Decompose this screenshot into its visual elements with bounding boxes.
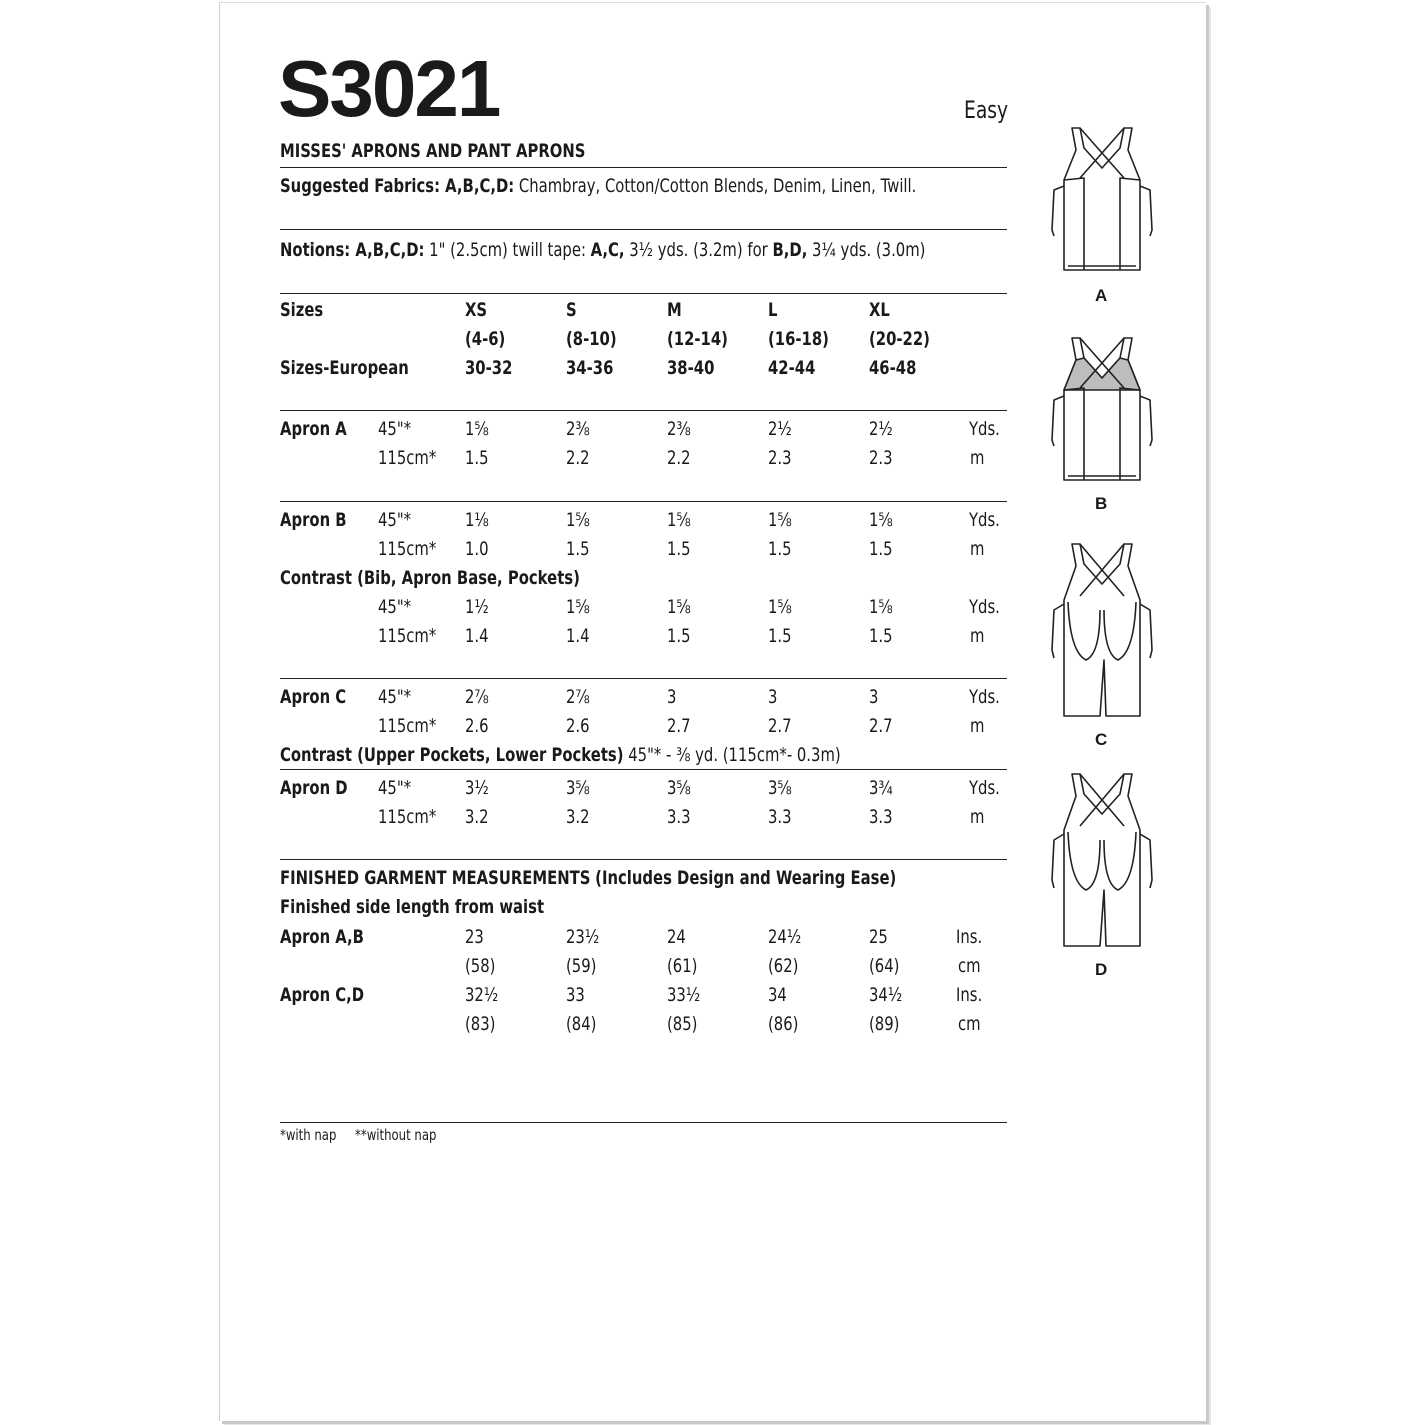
divider (280, 1122, 1007, 1123)
fabrics-label: Suggested Fabrics: A,B,C,D: (280, 175, 515, 197)
yardage-cell: 2½ (768, 418, 792, 440)
finished-cm: (59) (566, 955, 597, 977)
yardage-unit: m (970, 447, 985, 469)
yardage-cell: 2.2 (667, 447, 691, 469)
yardage-unit: Yds. (969, 596, 1000, 618)
fabric-width: 115cm* (378, 625, 437, 647)
divider (280, 229, 1007, 230)
yardage-unit: Yds. (969, 418, 1000, 440)
notions-bd: B,D, (772, 239, 808, 261)
view-a-drawing (1052, 128, 1152, 270)
yardage-unit: Yds. (969, 777, 1000, 799)
yardage-cell: 2½ (869, 418, 893, 440)
yardage-cell: 2⅞ (566, 686, 590, 708)
yardage-cell: 2.7 (869, 715, 893, 737)
size-code: XS (465, 299, 488, 321)
yardage-cell: 1.5 (465, 447, 489, 469)
finished-subheading: Finished side length from waist (280, 896, 545, 918)
finished-cm: (62) (768, 955, 799, 977)
yardage-cell: 3.2 (465, 806, 489, 828)
finished-ins: 25 (869, 926, 888, 948)
yardage-cell: 3½ (465, 777, 489, 799)
view-label: A (1095, 286, 1108, 305)
yardage-cell: 3.3 (667, 806, 691, 828)
pattern-name: MISSES' APRONS AND PANT APRONS (280, 140, 586, 162)
difficulty-label: Easy (964, 96, 1009, 124)
finished-cm-unit: cm (958, 955, 981, 977)
divider (280, 501, 1007, 502)
divider (280, 769, 1007, 770)
fabric-width: 115cm* (378, 447, 437, 469)
yardage-cell: 1.5 (869, 538, 893, 560)
apron-label: Apron A (280, 418, 347, 440)
yardage-cell: 1⅝ (465, 418, 489, 440)
yardage-cell: 1.4 (465, 625, 489, 647)
apron-c-contrast-text: 45"* - ⅜ yd. (115cm*- 0.3m) (628, 744, 841, 766)
size-range: (16-18) (768, 328, 829, 350)
finished-ins: 24½ (768, 926, 802, 948)
apron-label: Apron B (280, 509, 347, 531)
yardage-cell: 2.3 (869, 447, 893, 469)
size-european: 38-40 (667, 357, 715, 379)
yardage-cell: 2.6 (465, 715, 489, 737)
finished-ins-unit: Ins. (956, 926, 983, 948)
yardage-cell: 1⅝ (768, 596, 792, 618)
notions (280, 239, 925, 261)
divider (280, 293, 1007, 294)
notions-ac: A,C, (590, 239, 625, 261)
view-d-drawing (1052, 774, 1152, 946)
finished-ins: 23 (465, 926, 484, 948)
yardage-cell: 2.6 (566, 715, 590, 737)
fabric-width: 45"* (378, 596, 412, 618)
finished-cm-unit: cm (958, 1013, 981, 1035)
finished-cm: (61) (667, 955, 698, 977)
yardage-cell: 3⅝ (768, 777, 792, 799)
apron-b-contrast-label: Contrast (Bib, Apron Base, Pockets) (280, 567, 580, 589)
yardage-cell: 3 (667, 686, 677, 708)
divider (280, 859, 1007, 860)
finished-ins: 32½ (465, 984, 499, 1006)
view-b-drawing (1052, 338, 1152, 480)
divider (280, 410, 1007, 411)
pattern-number: S3021 (278, 44, 500, 133)
yardage-cell: 1.5 (768, 538, 792, 560)
yardage-cell: 3⅝ (667, 777, 691, 799)
apron-label: Apron C (280, 686, 347, 708)
yardage-cell: 3.3 (869, 806, 893, 828)
yardage-cell: 3.3 (768, 806, 792, 828)
size-range: (4-6) (465, 328, 506, 350)
yardage-unit: m (970, 806, 985, 828)
sizes-label: Sizes (280, 299, 324, 321)
yardage-cell: 1.0 (465, 538, 489, 560)
yardage-cell: 1⅝ (768, 509, 792, 531)
finished-cm: (85) (667, 1013, 698, 1035)
finished-ins: 34½ (869, 984, 903, 1006)
finished-cm: (58) (465, 955, 496, 977)
size-code: S (566, 299, 577, 321)
yardage-cell: 1⅝ (869, 596, 893, 618)
view-c-drawing (1052, 544, 1152, 716)
yardage-cell: 1.5 (566, 538, 590, 560)
yardage-unit: m (970, 625, 985, 647)
yardage-unit: m (970, 715, 985, 737)
divider (280, 167, 1007, 168)
finished-cm: (84) (566, 1013, 597, 1035)
apron-c-contrast-label: Contrast (Upper Pockets, Lower Pockets) (280, 744, 624, 766)
fabric-width: 45"* (378, 418, 412, 440)
yardage-cell: 3 (869, 686, 879, 708)
size-code: L (768, 299, 778, 321)
finished-ins: 33½ (667, 984, 701, 1006)
yardage-cell: 1⅝ (667, 509, 691, 531)
finished-cm: (89) (869, 1013, 900, 1035)
yardage-cell: 3.2 (566, 806, 590, 828)
finished-ins-unit: Ins. (956, 984, 983, 1006)
fabrics-text: Chambray, Cotton/Cotton Blends, Denim, Linen, Twill. (518, 175, 917, 197)
yardage-cell: 3⅝ (566, 777, 590, 799)
fabric-width: 115cm* (378, 538, 437, 560)
yardage-cell: 1.5 (869, 625, 893, 647)
finished-ins: 23½ (566, 926, 600, 948)
yardage-cell: 3 (768, 686, 778, 708)
fabric-width: 115cm* (378, 715, 437, 737)
size-european: 46-48 (869, 357, 917, 379)
finished-row-label: Apron C,D (280, 984, 365, 1006)
size-code: XL (869, 299, 890, 321)
view-label: D (1095, 960, 1108, 979)
yardage-cell: 1.4 (566, 625, 590, 647)
finished-heading-note: (Includes Design and Wearing Ease) (595, 867, 897, 889)
divider (280, 678, 1007, 679)
notions-text-3: 3¼ yds. (3.0m) (812, 239, 926, 261)
yardage-cell: 2⅜ (566, 418, 590, 440)
yardage-cell: 1⅝ (566, 509, 590, 531)
size-european: 42-44 (768, 357, 816, 379)
yardage-cell: 1.5 (768, 625, 792, 647)
size-european: 34-36 (566, 357, 614, 379)
footnote-without-nap: **without nap (355, 1126, 437, 1144)
apron-c-contrast (280, 744, 841, 766)
fabric-width: 115cm* (378, 806, 437, 828)
yardage-unit: Yds. (969, 686, 1000, 708)
finished-measurements-heading (280, 867, 896, 889)
yardage-unit: Yds. (969, 509, 1000, 531)
fabric-width: 45"* (378, 686, 412, 708)
yardage-cell: 2⅜ (667, 418, 691, 440)
notions-label: Notions: A,B,C,D: (280, 239, 425, 261)
yardage-cell: 1.5 (667, 538, 691, 560)
finished-cm: (83) (465, 1013, 496, 1035)
notions-text-2: 3½ yds. (3.2m) for (629, 239, 768, 261)
finished-heading: FINISHED GARMENT MEASUREMENTS (280, 867, 591, 889)
sizes-european-label: Sizes-European (280, 357, 409, 379)
size-european: 30-32 (465, 357, 513, 379)
size-range: (20-22) (869, 328, 930, 350)
fabric-width: 45"* (378, 777, 412, 799)
suggested-fabrics (280, 175, 916, 197)
yardage-cell: 1⅝ (667, 596, 691, 618)
finished-cm: (64) (869, 955, 900, 977)
finished-ins: 33 (566, 984, 585, 1006)
notions-text-1: 1" (2.5cm) twill tape: (429, 239, 586, 261)
yardage-cell: 1⅝ (869, 509, 893, 531)
yardage-cell: 2⅞ (465, 686, 489, 708)
size-range: (12-14) (667, 328, 728, 350)
technical-drawings (1040, 120, 1170, 990)
view-label: C (1095, 730, 1108, 749)
finished-ins: 24 (667, 926, 686, 948)
yardage-cell: 2.3 (768, 447, 792, 469)
yardage-cell: 2.7 (768, 715, 792, 737)
footnote (280, 1126, 436, 1144)
yardage-cell: 3¾ (869, 777, 893, 799)
finished-row-label: Apron A,B (280, 926, 364, 948)
yardage-cell: 1⅛ (465, 509, 489, 531)
yardage-cell: 2.2 (566, 447, 590, 469)
finished-cm: (86) (768, 1013, 799, 1035)
yardage-cell: 1.5 (667, 625, 691, 647)
apron-label: Apron D (280, 777, 348, 799)
size-code: M (667, 299, 682, 321)
yardage-unit: m (970, 538, 985, 560)
fabric-width: 45"* (378, 509, 412, 531)
view-label: B (1095, 494, 1108, 513)
yardage-cell: 1½ (465, 596, 489, 618)
yardage-cell: 1⅝ (566, 596, 590, 618)
finished-ins: 34 (768, 984, 787, 1006)
footnote-with-nap: *with nap (280, 1126, 337, 1144)
size-range: (8-10) (566, 328, 617, 350)
yardage-cell: 2.7 (667, 715, 691, 737)
